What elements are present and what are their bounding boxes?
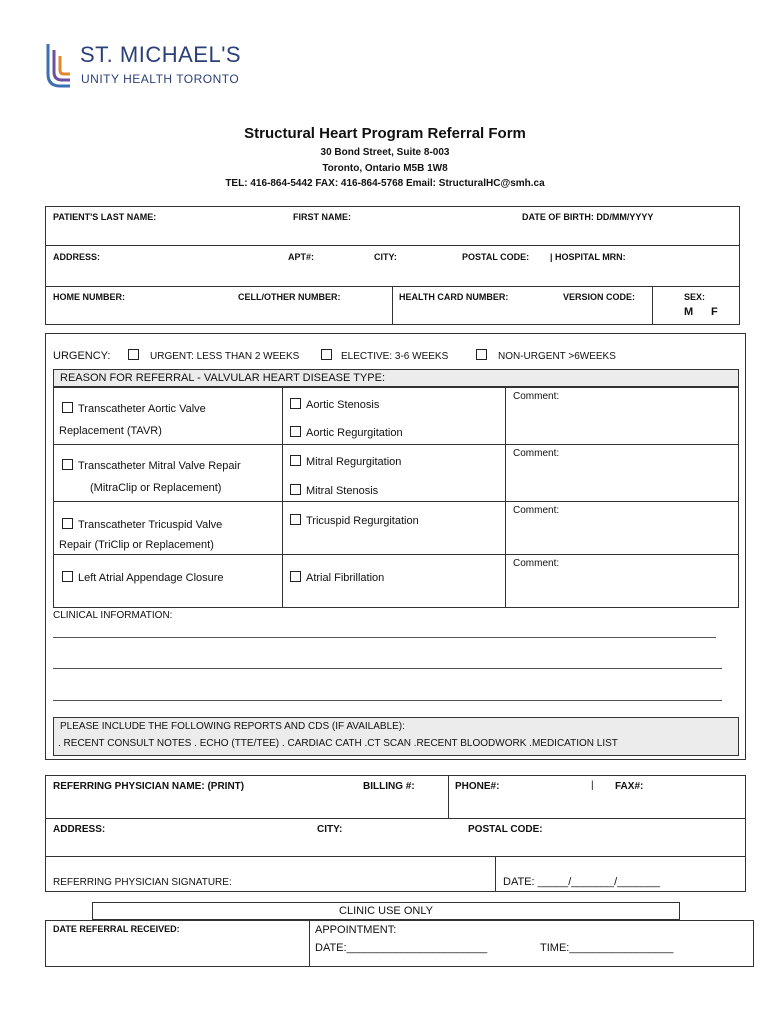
comment-field[interactable]: Comment: xyxy=(513,505,560,516)
reports-line-1: PLEASE INCLUDE THE FOLLOWING REPORTS AND CDS (IF AVAILABLE): xyxy=(60,721,405,732)
procedure-tricuspid[interactable] xyxy=(62,518,222,531)
disease-label: Tricuspid Regurgitation xyxy=(306,515,419,527)
checkbox-icon[interactable] xyxy=(290,455,301,466)
checkbox-icon[interactable] xyxy=(290,484,301,495)
checkbox-icon[interactable] xyxy=(62,571,73,582)
disease-aortic-stenosis[interactable] xyxy=(290,398,379,411)
disease-atrial-fibrillation[interactable] xyxy=(290,571,384,584)
patient-mrn-field[interactable]: | HOSPITAL MRN: xyxy=(550,252,626,262)
urgency-label: URGENCY: xyxy=(53,350,111,362)
procedure-laa-closure[interactable] xyxy=(62,571,224,584)
clinical-info-label: CLINICAL INFORMATION: xyxy=(53,610,173,621)
physician-date-field[interactable]: DATE: _____/_______/_______ xyxy=(503,876,660,888)
patient-sex-label: SEX: xyxy=(684,292,706,302)
physician-address-field[interactable]: ADDRESS: xyxy=(53,824,106,835)
nonurgent-label: NON-URGENT >6WEEKS xyxy=(498,351,616,362)
physician-postal-field[interactable]: POSTAL CODE: xyxy=(468,824,543,835)
comment-field[interactable]: Comment: xyxy=(513,558,560,569)
disease-label: Atrial Fibrillation xyxy=(306,572,385,584)
form-title: Structural Heart Program Referral Form xyxy=(244,125,526,142)
checkbox-icon[interactable] xyxy=(62,518,73,529)
patient-health-card-field[interactable]: HEALTH CARD NUMBER: xyxy=(399,292,509,302)
physician-fax-field[interactable]: FAX#: xyxy=(615,781,644,792)
procedure-label: Left Atrial Appendage Closure xyxy=(78,572,224,584)
phone-fax-separator: | xyxy=(591,780,594,791)
clinical-info-line-1[interactable] xyxy=(53,637,716,638)
patient-home-number-field[interactable]: HOME NUMBER: xyxy=(53,292,125,302)
comment-field[interactable]: Comment: xyxy=(513,391,560,402)
reports-line-2: . RECENT CONSULT NOTES . ECHO (TTE/TEE) . CARDIAC CATH .CT SCAN .RECENT BLOODWORK .MEDICATION LIST xyxy=(58,738,618,749)
disease-mitral-regurgitation[interactable] xyxy=(290,455,401,468)
elective-label: ELECTIVE: 3-6 WEEKS xyxy=(341,351,449,362)
physician-signature-field[interactable]: REFERRING PHYSICIAN SIGNATURE: xyxy=(53,877,232,888)
patient-city-field[interactable]: CITY: xyxy=(374,252,397,262)
checkbox-icon[interactable] xyxy=(290,398,301,409)
address-line-2: Toronto, Ontario M5B 1W8 xyxy=(322,163,448,174)
urgency-urgent-option[interactable] xyxy=(128,349,299,362)
patient-address-field[interactable]: ADDRESS: xyxy=(53,252,101,262)
disease-label: Mitral Regurgitation xyxy=(306,456,402,468)
address-line-1: 30 Bond Street, Suite 8-003 xyxy=(320,147,450,158)
procedure-label: Transcatheter Aortic Valve xyxy=(78,403,206,415)
patient-last-name-field[interactable]: PATIENT'S LAST NAME: xyxy=(53,212,157,222)
clinical-info-line-2[interactable] xyxy=(53,668,722,669)
patient-dob-field[interactable]: DATE OF BIRTH: DD/MM/YYYY xyxy=(522,212,654,222)
appointment-time-field[interactable]: TIME:_________________ xyxy=(540,942,674,954)
urgency-nonurgent-option[interactable] xyxy=(476,349,616,362)
patient-postal-field[interactable]: POSTAL CODE: xyxy=(462,252,530,262)
sex-option-f[interactable]: F xyxy=(711,306,718,318)
physician-billing-field[interactable]: BILLING #: xyxy=(363,781,415,792)
date-referral-received-field[interactable]: DATE REFERRAL RECEIVED: xyxy=(53,924,180,934)
patient-cell-number-field[interactable]: CELL/OTHER NUMBER: xyxy=(238,292,341,302)
logo xyxy=(42,40,282,94)
procedure-tricuspid-line2: Repair (TriClip or Replacement) xyxy=(59,539,214,551)
patient-version-code-field[interactable]: VERSION CODE: xyxy=(563,292,636,302)
disease-mitral-stenosis[interactable] xyxy=(290,484,378,497)
checkbox-icon[interactable] xyxy=(290,571,301,582)
physician-phone-field[interactable]: PHONE#: xyxy=(455,781,500,792)
checkbox-icon[interactable] xyxy=(290,426,301,437)
sex-option-m[interactable]: M xyxy=(684,306,694,318)
reason-header-label: REASON FOR REFERRAL - VALVULAR HEART DISEASE TYPE: xyxy=(60,372,385,384)
checkbox-icon[interactable] xyxy=(62,459,73,470)
checkbox-icon[interactable] xyxy=(128,349,139,360)
appointment-label: APPOINTMENT: xyxy=(315,924,397,936)
disease-label: Mitral Stenosis xyxy=(306,485,379,497)
patient-apt-field[interactable]: APT#: xyxy=(288,252,315,262)
contact-line: TEL: 416-864-5442 FAX: 416-864-5768 Email: StructuralHC@smh.ca xyxy=(225,178,545,189)
checkbox-icon[interactable] xyxy=(62,402,73,413)
disease-tricuspid-regurgitation[interactable] xyxy=(290,514,419,527)
comment-field[interactable]: Comment: xyxy=(513,448,560,459)
checkbox-icon[interactable] xyxy=(321,349,332,360)
physician-box xyxy=(45,775,746,892)
appointment-date-field[interactable]: DATE:_______________________ xyxy=(315,942,488,954)
urgency-elective-option[interactable] xyxy=(321,349,448,362)
disease-aortic-regurgitation[interactable] xyxy=(290,426,403,439)
disease-label: Aortic Regurgitation xyxy=(306,427,403,439)
procedure-mitral[interactable] xyxy=(62,459,241,472)
physician-name-field[interactable]: REFERRING PHYSICIAN NAME: (PRINT) xyxy=(53,781,245,792)
procedure-mitral-line2: (MitraClip or Replacement) xyxy=(90,482,222,494)
procedure-label: Transcatheter Mitral Valve Repair xyxy=(78,460,241,472)
disease-label: Aortic Stenosis xyxy=(306,399,380,411)
logo-name: ST. MICHAEL'S xyxy=(80,42,242,67)
procedure-tavr-line2: Replacement (TAVR) xyxy=(59,425,162,437)
patient-first-name-field[interactable]: FIRST NAME: xyxy=(293,212,351,222)
checkbox-icon[interactable] xyxy=(476,349,487,360)
logo-subtitle: UNITY HEALTH TORONTO xyxy=(81,72,240,86)
procedure-tavr[interactable] xyxy=(62,402,206,415)
clinical-info-line-3[interactable] xyxy=(53,700,722,701)
urgent-label: URGENT: LESS THAN 2 WEEKS xyxy=(150,351,300,362)
logo-mark-icon xyxy=(42,40,74,90)
clinic-use-header-label: CLINIC USE ONLY xyxy=(339,905,433,917)
physician-city-field[interactable]: CITY: xyxy=(317,824,343,835)
checkbox-icon[interactable] xyxy=(290,514,301,525)
procedure-label: Transcatheter Tricuspid Valve xyxy=(78,519,223,531)
